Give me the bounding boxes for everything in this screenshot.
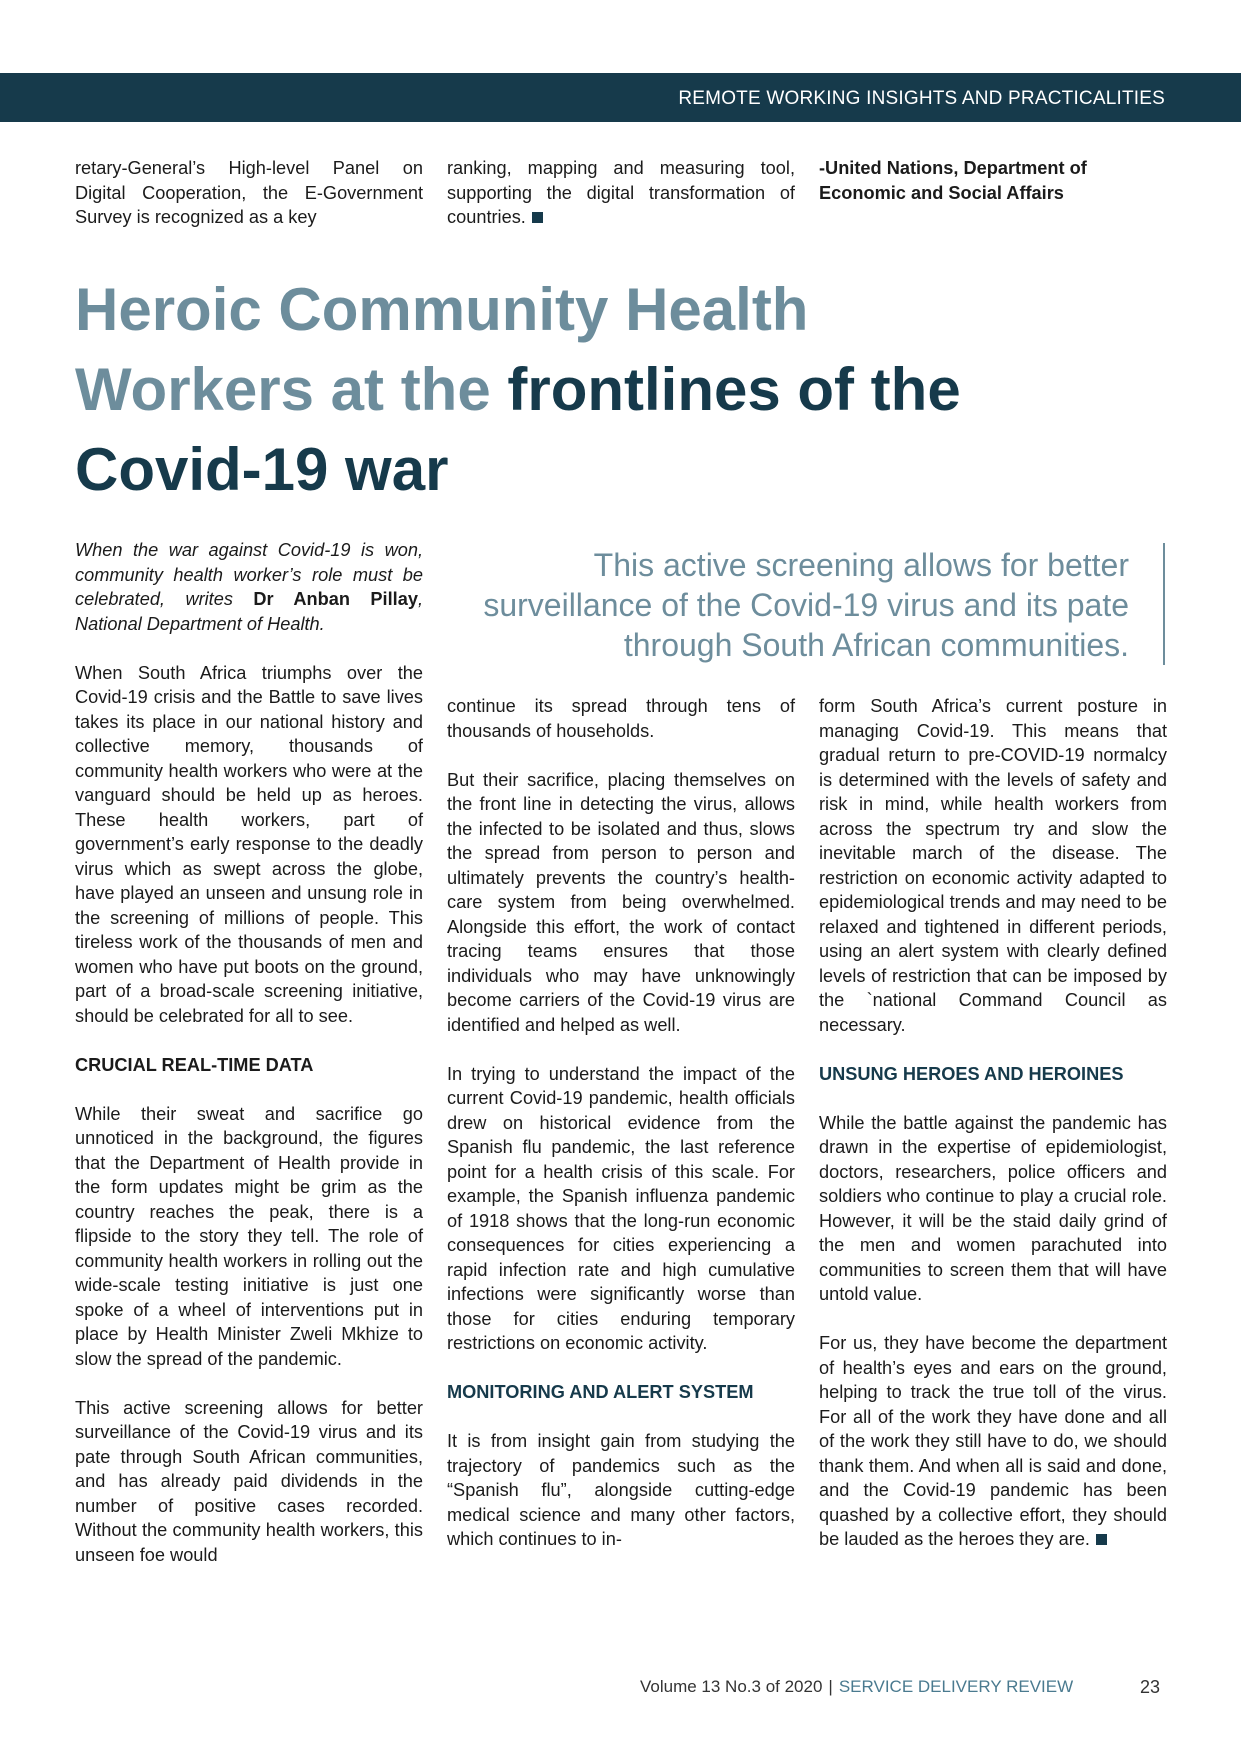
paragraph: It is from insight gain from studying the trajectory of pandemics such as the “Spanish flu”, alongside cutting-edge medical science and many other factors, which continues to in- [447,1431,795,1549]
article-headline [75,270,1175,510]
top-column-1-text: retary-General’s High-level Panel on Digital Cooperation, the E-Government Survey is recognized as a key [75,158,423,227]
page-footer [640,1677,1073,1697]
paragraph: While their sweat and sacrifice go unnoticed in the background, the figures that the Department of Health provide in the form updates might be grim as the country reaches the peak, there is a flipside to the story they tell. The role of community health workers in rolling out the wide-scale testing initiative is just one spoke of a wheel of interventions put in place by Health Minister Zweli Mkhize to slow the spread of the pandemic. [75,1103,423,1369]
section-title: REMOTE WORKING INSIGHTS AND PRACTICALITIES [678,88,1165,109]
subheading: UNSUNG HEROES AND HEROINES [819,1063,1124,1084]
final-paragraph [819,1331,1167,1552]
intro-text: When the war against Covid-19 is won, community health worker’s role must be celebrated, writes [75,540,423,609]
column-2 [447,694,795,1576]
pull-quote-rule [1163,543,1165,665]
paragraph: When South Africa triumphs over the Covid-19 crisis and the Battle to save lives takes its place in our national history and collective memory, thousands of community health workers who were at the vanguard should be held up as heroes. These health workers, part of government’s early response to the deadly virus which as swept across the globe, have played an unseen and unsung role in the screening of millions of people. This tireless work of the thousands of men and women who have put boots on the ground, part of a broad-scale screening initiative, should be celebrated for all to see. [75,662,423,1026]
author-affiliation: , National Department of Health. [75,589,423,634]
top-column-3 [819,156,1167,230]
paragraph: But their sacrifice, placing themselves on the front line in detecting the virus, allows the infected to be isolated and thus, slows the spread from person to person and ultimately prevents the country’s health-care system from being overwhelmed. Alongside this effort, the work of contact tracing teams ensures that those individuals who may have unknowingly become carriers of the Covid-19 virus are identified and helped as well. [447,769,795,1035]
subheading: MONITORING AND ALERT SYSTEM [447,1382,754,1402]
issue-volume: Volume 13 No.3 of 2020 [640,1677,823,1696]
pull-quote: This active screening allows for better surveillance of the Covid-19 virus and its pate through South African communities. [483,547,1129,663]
source-credit: -United Nations, Department of Economic and Social Affairs [819,158,1087,203]
author-name: Dr Anban Pillay [253,589,418,609]
article-intro [75,538,423,636]
headline-line-3: Covid-19 war [75,436,449,503]
section-header-bar [0,73,1241,122]
footer-separator: | [828,1677,833,1696]
headline-line-2-dark: frontlines of the [507,356,961,423]
end-square-icon [1096,1534,1107,1545]
paragraph: In trying to understand the impact of the current Covid-19 pandemic, health officials drew on historical evidence from the Spanish flu pandemic, the last reference point for a health crisis of this scale. For example, the Spanish influenza pandemic of 1918 shows that the long-run economic consequences for cities experiencing a rapid infection rate and high cumulative infections were significantly worse than those for cities enduring temporary restrictions on economic activity. [447,1063,795,1353]
end-square-icon [532,212,543,223]
subheading: CRUCIAL REAL-TIME DATA [75,1054,314,1075]
top-column-2-text: ranking, mapping and measuring tool, supporting the digital transformation of countries. [447,158,795,227]
top-column-2 [447,156,795,254]
paragraph: This active screening allows for better surveillance of the Covid-19 virus and its pate through South African communities, and has already paid dividends in the number of positive cases recorded. Without the community health workers, this unseen foe would [75,1397,423,1565]
paragraph: While the battle against the pandemic has drawn in the expertise of epidemiologist, doctors, researchers, police officers and soldiers who continue to play a crucial role. However, it will be the staid daily grind of the men and women parachuted into communities to screen them that will have untold value. [819,1112,1167,1304]
column-3 [819,694,1167,1576]
headline-line-2-light: Workers at the [75,356,508,423]
magazine-title: SERVICE DELIVERY REVIEW [838,1677,1074,1696]
final-paragraph-text: For us, they have become the department of health’s eyes and ears on the ground, helping to track the true toll of the virus. For all of the work they have done and all of the work they still have to do, we should thank them. And when all is said and done, and the Covid-19 pandemic has been quashed by a collective effort, they should be lauded as the heroes they are. [819,1333,1167,1549]
page-number: 23 [1140,1677,1161,1697]
paragraph: continue its spread through tens of thousands of households. [447,696,795,741]
headline-line-1: Heroic Community Health [75,276,809,343]
top-column-1 [75,156,423,254]
paragraph: form South Africa’s current posture in managing Covid-19. This means that gradual return to pre-COVID-19 normalcy is determined with the levels of safety and risk in mind, while health workers from across the spectrum try and slow the inevitable march of the disease. The restriction on economic activity adapted to epidemiological trends and may need to be relaxed and tightened in different periods, using an alert system with clearly defined levels of restriction that can be imposed by the `national Command Council as necessary. [819,696,1167,1035]
column-1 [75,538,423,1592]
top-column-2-paragraph [447,156,795,230]
